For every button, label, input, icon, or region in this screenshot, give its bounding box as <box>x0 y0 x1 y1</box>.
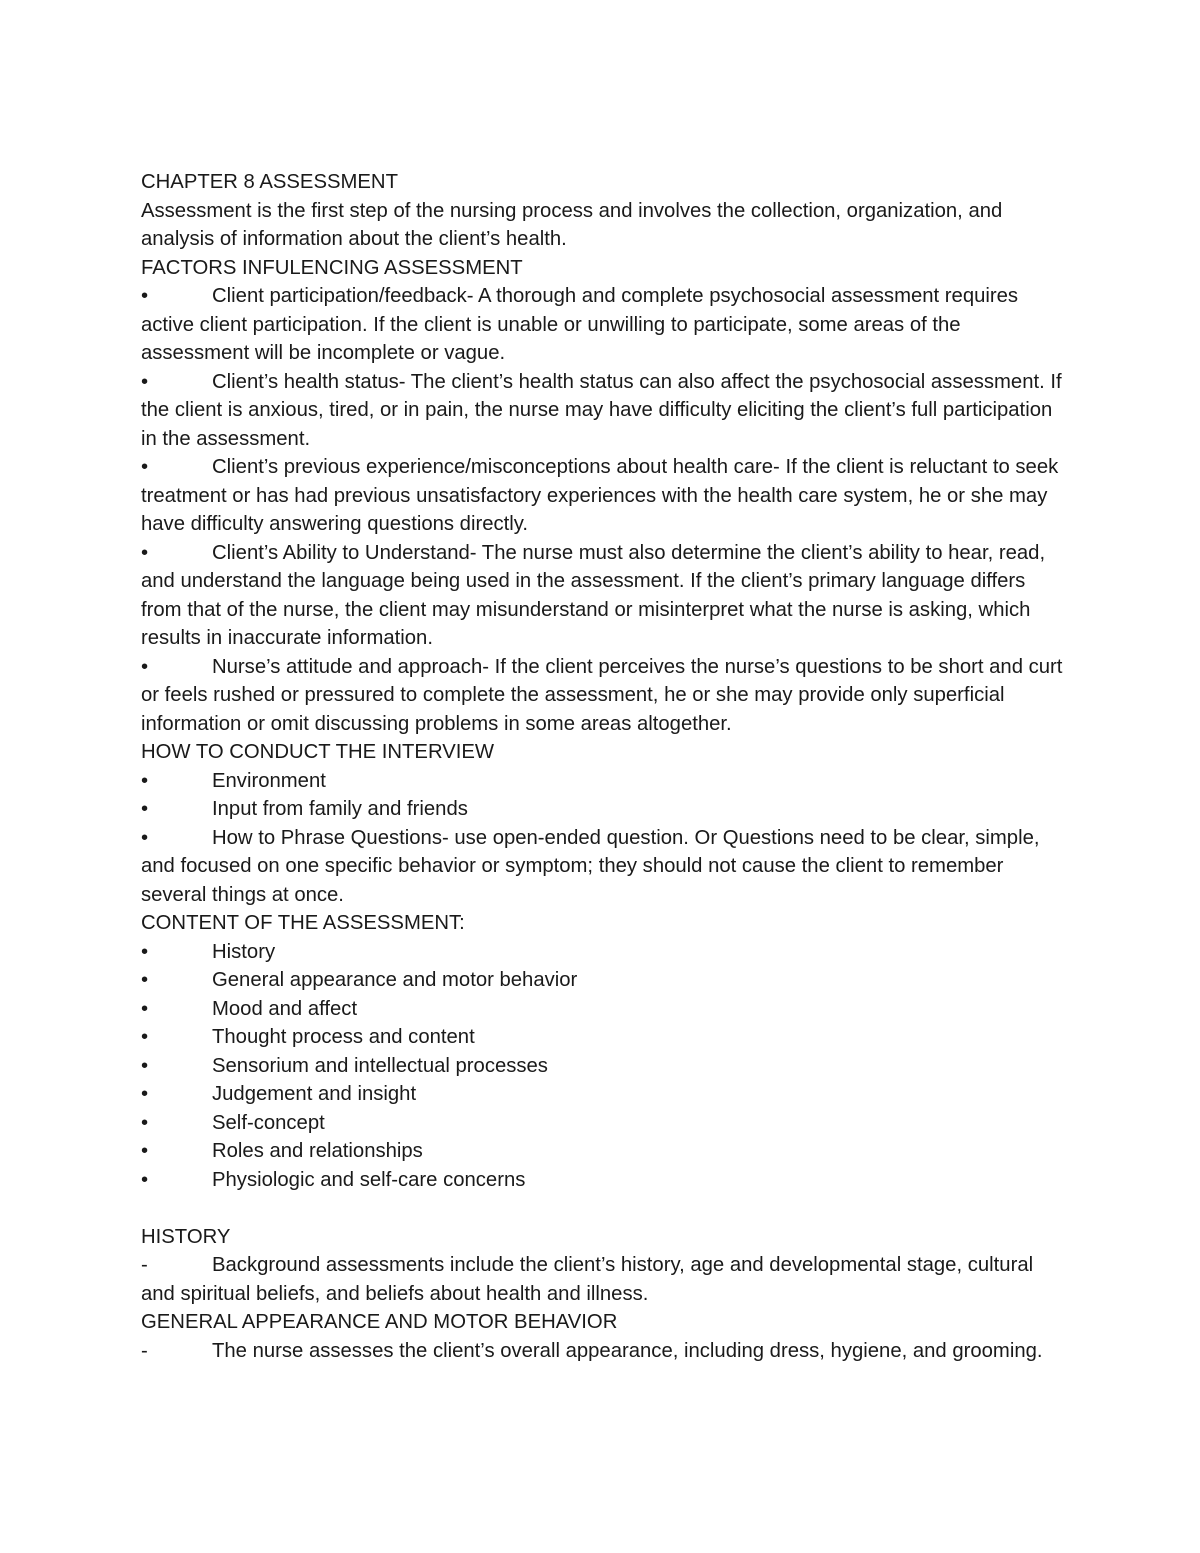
list-item <box>141 1251 1071 1308</box>
list-item-text: How to Phrase Questions- use open-ended question. Or Questions need to be clear, simple, and focused on one specific behavior or symptom; they should not cause the client to remember several things at once. <box>141 826 1040 906</box>
history-heading: HISTORY <box>141 1225 231 1248</box>
list-item <box>141 282 1071 368</box>
list-item <box>141 368 1071 454</box>
bullet-marker: • <box>141 285 149 307</box>
list-item-text: Self-concept <box>212 1111 325 1134</box>
list-item <box>141 824 1071 910</box>
list-item-text: Environment <box>212 769 326 792</box>
list-item <box>141 767 1071 796</box>
list-item <box>141 1023 1071 1052</box>
bullet-marker: • <box>141 541 149 564</box>
list-item-text: Roles and relationships <box>212 1140 423 1162</box>
bullet-marker: • <box>141 1083 149 1105</box>
document-page <box>141 168 1071 1365</box>
chapter-title: CHAPTER 8 ASSESSMENT <box>141 171 398 193</box>
list-item <box>141 539 1071 653</box>
list-item-text: Mood and affect <box>212 997 358 1020</box>
bullet-marker: • <box>141 798 149 820</box>
list-item-text: The nurse assesses the client’s overall appearance, including dress, hygiene, and grooming. <box>212 1339 1043 1362</box>
list-item-text: Judgement and insight <box>212 1083 417 1105</box>
list-item-text: Thought process and content <box>212 1026 475 1048</box>
list-item-text: Client’s health status- The client’s health status can also affect the psychosocial assessment. If the client is anxious, tired, or in pain, the nurse may have difficulty eliciting the client’s full participation in the assessment. <box>141 370 1062 450</box>
list-item <box>141 1337 1071 1366</box>
list-item <box>141 653 1071 739</box>
list-item <box>141 1166 1071 1195</box>
dash-marker: - <box>141 1254 148 1276</box>
list-item-text: Nurse’s attitude and approach- If the client perceives the nurse’s questions to be short and curt or feels rushed or pressured to complete the assessment, he or she may provide only superficial information or omit discussing problems in some areas altogether. <box>141 655 1063 735</box>
bullet-marker: • <box>141 1054 149 1077</box>
list-item-text: Background assessments include the client’s history, age and developmental stage, cultural and spiritual beliefs, and beliefs about health and illness. <box>141 1254 1034 1305</box>
list-item-text: Client’s previous experience/misconceptions about health care- If the client is reluctant to seek treatment or has had previous unsatisfactory experiences with the health care system, he or she may have difficulty answering questions directly. <box>141 456 1059 535</box>
list-item <box>141 453 1071 539</box>
list-item <box>141 795 1071 824</box>
list-item <box>141 1080 1071 1109</box>
list-item <box>141 1109 1071 1138</box>
bullet-marker: • <box>141 370 149 393</box>
dash-marker: - <box>141 1339 148 1362</box>
bullet-marker: • <box>141 769 149 792</box>
bullet-marker: • <box>141 1168 149 1191</box>
bullet-marker: • <box>141 1026 149 1048</box>
bullet-marker: • <box>141 456 149 478</box>
list-item-text: Input from family and friends <box>212 798 468 820</box>
list-item <box>141 1137 1071 1166</box>
list-item <box>141 1052 1071 1081</box>
appearance-heading: GENERAL APPEARANCE AND MOTOR BEHAVIOR <box>141 1311 618 1333</box>
bullet-marker: • <box>141 1111 149 1134</box>
list-item-text: Physiologic and self-care concerns <box>212 1168 526 1191</box>
bullet-marker: • <box>141 940 149 963</box>
list-item-text: Sensorium and intellectual processes <box>212 1054 548 1077</box>
intro-paragraph: Assessment is the first step of the nursing process and involves the collection, organization, and analysis of information about the client’s health. <box>141 199 1003 250</box>
factors-heading: FACTORS INFULENCING ASSESSMENT <box>141 256 523 279</box>
list-item-text: History <box>212 940 276 963</box>
content-heading: CONTENT OF THE ASSESSMENT: <box>141 912 465 934</box>
list-item-text: Client participation/feedback- A thorough and complete psychosocial assessment requires active client participation. If the client is unable or unwilling to participate, some areas of the assessment will be incomplete or vague. <box>141 285 1019 364</box>
bullet-marker: • <box>141 655 149 678</box>
bullet-marker: • <box>141 997 149 1020</box>
list-item-text: Client’s Ability to Understand- The nurse must also determine the client’s ability to hear, read, and understand the language being used in the assessment. If the client’s primary language differs from that of the nurse, the client may misunderstand or misinterpret what the nurse is asking, which results in inaccurate information. <box>141 541 1046 649</box>
bullet-marker: • <box>141 969 149 991</box>
interview-heading: HOW TO CONDUCT THE INTERVIEW <box>141 741 495 763</box>
list-item <box>141 966 1071 995</box>
list-item-text: General appearance and motor behavior <box>212 969 578 991</box>
bullet-marker: • <box>141 826 149 849</box>
list-item <box>141 938 1071 967</box>
list-item <box>141 995 1071 1024</box>
blank-line <box>141 1194 1071 1223</box>
bullet-marker: • <box>141 1140 149 1162</box>
